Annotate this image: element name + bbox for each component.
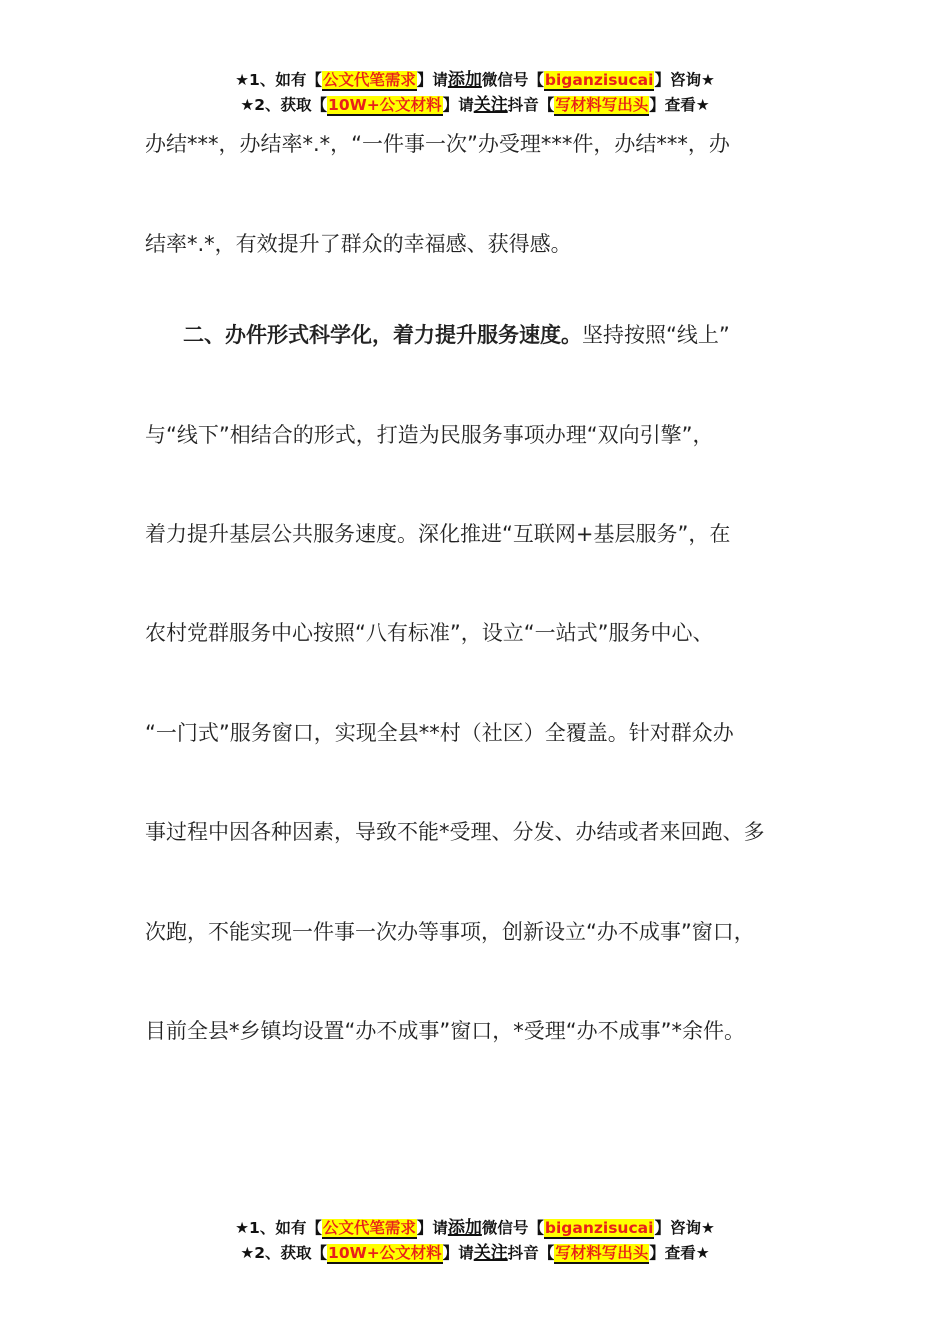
banner-text: 】咨询★ <box>654 1219 715 1237</box>
highlight-materials: 10W+公文材料 <box>328 1244 442 1262</box>
banner-text: 微信号【 <box>481 71 544 89</box>
banner-line-1 <box>0 1216 950 1241</box>
banner-text: 抖音【 <box>507 96 555 114</box>
highlight-wechat-id: biganzisucai <box>544 71 654 89</box>
banner-text: 微信号【 <box>481 1219 544 1237</box>
highlight-douyin-account: 写材料写出头 <box>555 96 649 114</box>
banner-text: 】咨询★ <box>654 71 715 89</box>
highlight-service: 公文代笔需求 <box>322 1219 416 1237</box>
banner-text: 】请 <box>416 1219 448 1237</box>
banner-text: 】查看★ <box>649 96 710 114</box>
banner-line-2 <box>0 93 950 118</box>
banner-text: ★2、获取【 <box>240 1244 328 1262</box>
banner-text: ★1、如有【 <box>235 1219 322 1237</box>
body-line-8: 事过程中因各种因素，导致不能*受理、分发、办结或者来回跑、多 <box>145 820 765 844</box>
body-line-5: 着力提升基层公共服务速度。深化推进“互联网+基层服务”，在 <box>145 522 731 546</box>
body-line-4: 与“线下”相结合的形式，打造为民服务事项办理“双向引擎”， <box>145 423 714 447</box>
body-line-9: 次跑，不能实现一件事一次办等事项，创新设立“办不成事”窗口， <box>145 920 755 944</box>
body-line-6: 农村党群服务中心按照“八有标准”，设立“一站式”服务中心、 <box>145 621 714 645</box>
banner-text: 】请 <box>416 71 448 89</box>
body-line-10: 目前全县*乡镇均设置“办不成事”窗口，*受理“办不成事”*余件。 <box>145 1019 746 1043</box>
emphasis-add: 添加 <box>447 1218 482 1238</box>
header-banner <box>0 68 950 118</box>
footer-banner <box>0 1216 950 1266</box>
banner-text: 】查看★ <box>649 1244 710 1262</box>
banner-line-2 <box>0 1241 950 1266</box>
section-heading-line <box>183 320 853 350</box>
banner-text: 抖音【 <box>507 1244 555 1262</box>
highlight-service: 公文代笔需求 <box>322 71 416 89</box>
emphasis-add: 添加 <box>447 70 482 90</box>
body-line-3: 坚持按照“线上” <box>582 323 730 347</box>
emphasis-follow: 关注 <box>473 1243 508 1263</box>
highlight-douyin-account: 写材料写出头 <box>555 1244 649 1262</box>
body-line-7: “一门式”服务窗口，实现全县**村（社区）全覆盖。针对群众办 <box>145 721 734 745</box>
banner-line-1 <box>0 68 950 93</box>
highlight-materials: 10W+公文材料 <box>328 96 442 114</box>
banner-text: 】请 <box>442 1244 474 1262</box>
highlight-wechat-id: biganzisucai <box>544 1219 654 1237</box>
banner-text: ★2、获取【 <box>240 96 328 114</box>
section-heading: 二、办件形式科学化，着力提升服务速度。 <box>183 323 582 347</box>
body-line-1: 办结***，办结率*.*，“一件事一次”办受理***件，办结***，办 <box>145 132 730 156</box>
banner-text: ★1、如有【 <box>235 71 322 89</box>
banner-text: 】请 <box>442 96 474 114</box>
body-line-2: 结率*.*，有效提升了群众的幸福感、获得感。 <box>145 232 572 256</box>
emphasis-follow: 关注 <box>473 95 508 115</box>
